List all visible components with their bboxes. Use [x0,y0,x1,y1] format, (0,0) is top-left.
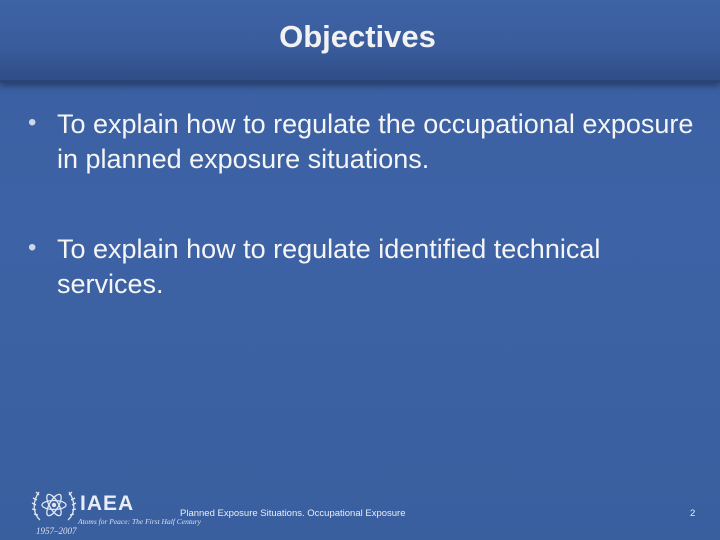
bullet-item [28,107,708,177]
title-bar [0,0,720,83]
iaea-logo [28,482,201,540]
slide-footer [0,482,720,540]
footer-text: Planned Exposure Situations. Occupational Exposure [180,508,406,519]
logo-name: IAEA [80,492,135,515]
bullet-item [28,232,708,302]
logo-years: 1957–2007 [36,526,77,536]
bullet-list [28,107,708,357]
logo-tagline: Atoms for Peace: The First Half Century [78,517,201,526]
bullet-text: To explain how to regulate the occupational exposure in planned exposure situations. [57,109,694,174]
bullet-icon: • [28,234,37,261]
slide-number: 2 [690,508,696,519]
bullet-text: To explain how to regulate identified technical services. [57,234,601,299]
slide-title: Objectives [279,19,436,54]
bullet-icon: • [28,109,37,136]
un-laurel-atom-emblem-icon [30,484,78,524]
